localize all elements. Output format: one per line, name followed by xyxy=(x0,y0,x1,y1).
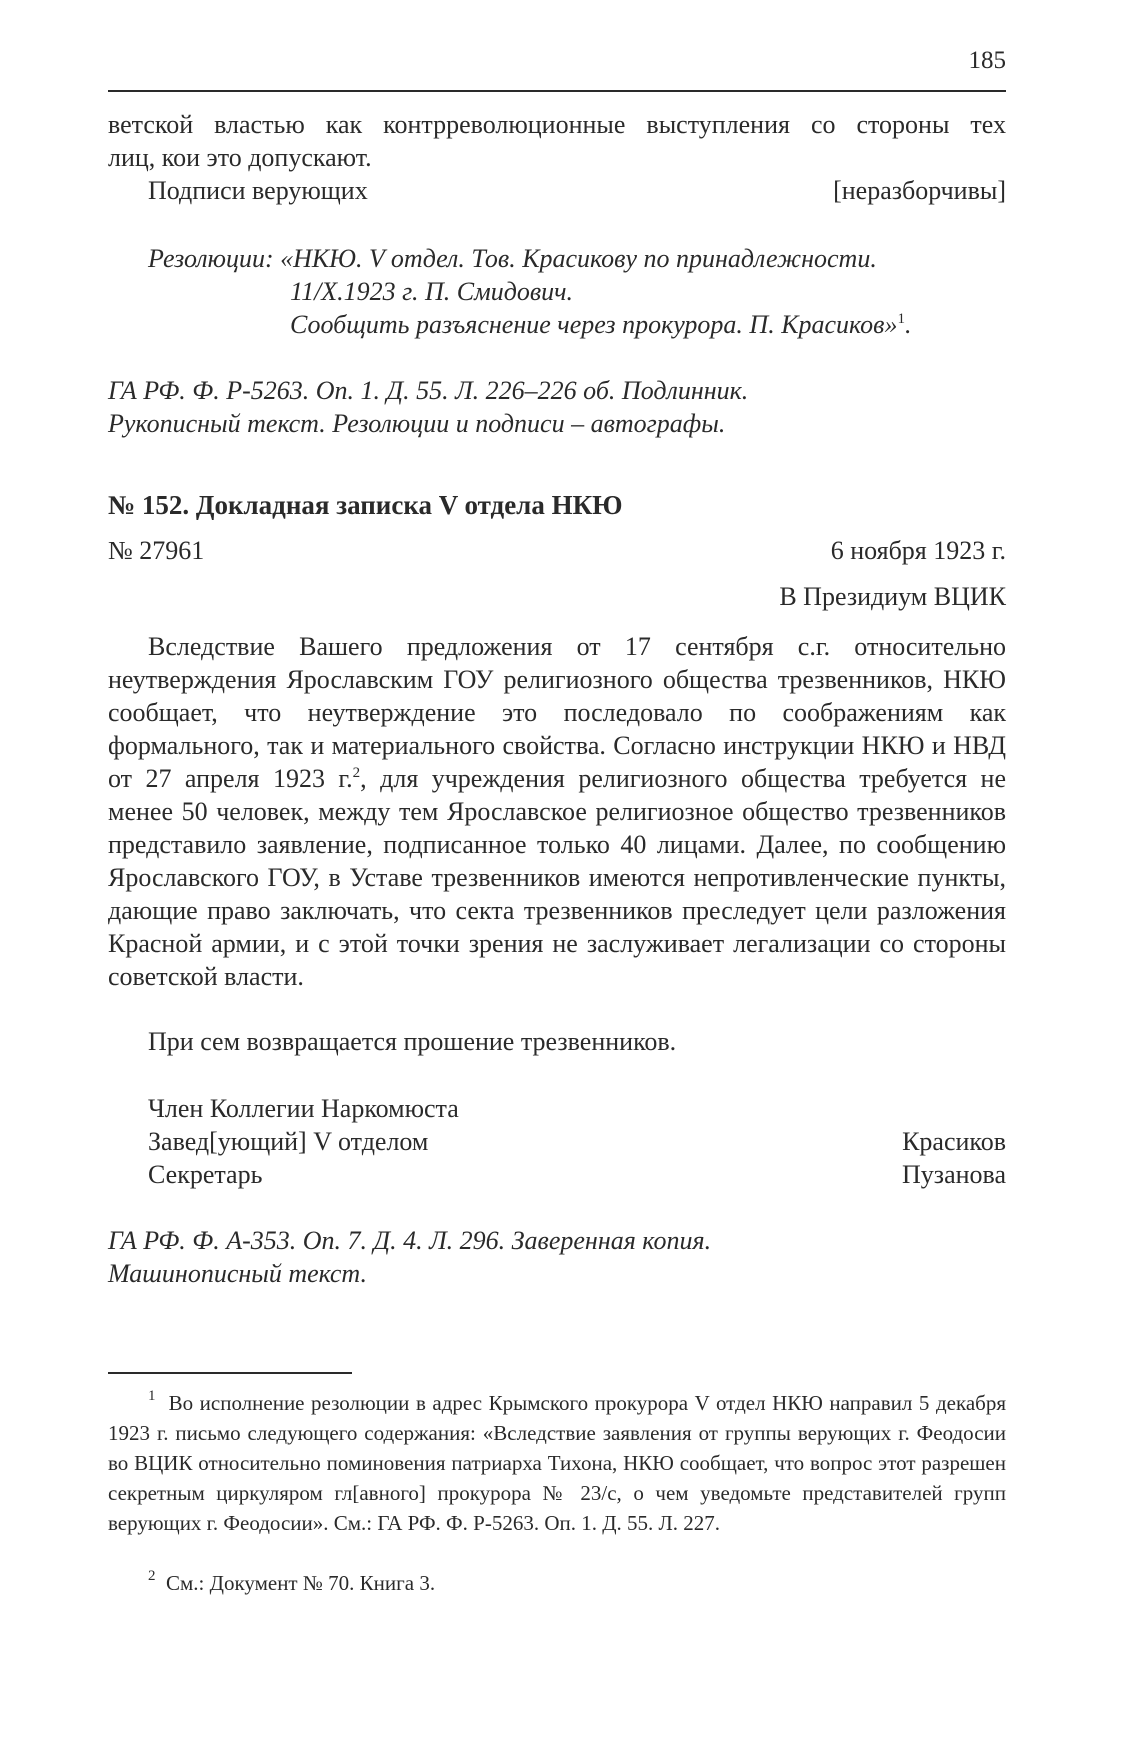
signer-name: Красиков xyxy=(902,1127,1006,1156)
footnote-ref[interactable]: 1 xyxy=(897,311,905,327)
resolution-punct: . xyxy=(904,310,912,339)
footnote-rule xyxy=(108,1372,352,1374)
source-line: Рукописный текст. Резолюции и подписи – автографы. xyxy=(108,409,726,438)
footnote-2 xyxy=(108,1568,1006,1598)
footnote-text: См.: Документ № 70. Книга 3. xyxy=(166,1571,436,1595)
signer-row xyxy=(148,1125,1006,1158)
header-rule xyxy=(108,90,1006,92)
source-line: Машинописный текст. xyxy=(108,1259,367,1288)
signatures-note: [неразборчивы] xyxy=(833,176,1006,205)
resolution-line-1 xyxy=(148,242,1006,275)
document-title: № 152. Докладная записка V отдела НКЮ xyxy=(108,490,623,520)
paragraph-1-text-cont: , для учреждения религиозного общества требуется не менее 50 человек, между тем Ярославское религиозное общество трезвенников представило заявление, подписанное только 40 лицами. Далее, по сообщению Ярославского ГОУ, в Уставе трезвенников имеются непротивленческие пункты, дающие право заключать, что секта трезвенников преследует цели разложения Красной армии, и с этой точки зрения не заслуживает легализации со стороны советской власти. xyxy=(108,764,1006,991)
resolution-line-2: 11/X.1923 г. П. Смидович. xyxy=(290,277,574,306)
source-line: ГА РФ. Ф. Р-5263. Оп. 1. Д. 55. Л. 226–226 об. Подлинник. xyxy=(108,376,749,405)
signatures-label: Подписи верующих xyxy=(148,176,368,205)
page-number: 185 xyxy=(968,47,1006,74)
paragraph-2: При сем возвращается прошение трезвенников. xyxy=(148,1027,677,1056)
resolution-line-3 xyxy=(148,308,1006,341)
resolution-text-1: «НКЮ. V отдел. Тов. Красикову по принадлежности. xyxy=(280,244,877,273)
source-line: ГА РФ. Ф. А-353. Оп. 7. Д. 4. Л. 296. Заверенная копия. xyxy=(108,1226,712,1255)
signer-row xyxy=(148,1158,1006,1191)
continuation-line: ветской властью как контрреволюционные выступления со стороны тех xyxy=(108,110,1006,139)
paragraph-1-text: Вследствие Вашего предложения от 17 сентября с.г. относительно неутверждения Ярославским ГОУ религиозного общества трезвенников, НКЮ сообщает, что неутверждение это последовало по соображениям как формального, так и материального свойства. Согласно инструкции НКЮ и НВД от 27 апреля 1923 г. xyxy=(108,632,1006,793)
signer-line: Член Коллегии Наркомюста xyxy=(148,1094,459,1123)
signer-title: Секретарь xyxy=(148,1160,263,1189)
paragraph-1 xyxy=(108,630,1006,993)
footnote-1 xyxy=(108,1388,1006,1538)
addressee: В Президиум ВЦИК xyxy=(779,582,1006,611)
number-date-row xyxy=(108,534,1006,567)
footnote-text: Во исполнение резолюции в адрес Крымского прокурора V отдел НКЮ направил 5 декабря 1923 г. письмо следующего содержания: «Вследствие заявления от группы верующих г. Феодосии во ВЦИК относительно поминовения патриарха Тихона, НКЮ сообщает, что вопрос этот разрешен секретным циркуляром гл[авного] прокурора № 23/с, о чем уведомьте представителей групп верующих г. Феодосии». См.: ГА РФ. Ф. Р-5263. Оп. 1. Д. 55. Л. 227. xyxy=(108,1391,1007,1535)
resolution-text-3: Сообщить разъяснение через прокурора. П. Красиков» xyxy=(290,310,898,339)
signers-block xyxy=(148,1092,1006,1191)
signer-name: Пузанова xyxy=(902,1160,1006,1189)
footnote-mark: 2 xyxy=(148,1568,156,1584)
footnote-ref[interactable]: 2 xyxy=(352,765,361,781)
continuation-text xyxy=(108,108,1006,207)
continuation-line: лиц, кои это допускают. xyxy=(108,143,372,172)
footnote-mark: 1 xyxy=(148,1388,156,1404)
archival-source-1 xyxy=(108,374,1006,440)
resolutions-block xyxy=(148,242,1006,341)
document-date: 6 ноября 1923 г. xyxy=(830,536,1006,565)
signer-title: Завед[ующий] V отделом xyxy=(148,1127,429,1156)
document-number: № 27961 xyxy=(108,536,205,565)
archival-source-2 xyxy=(108,1224,1006,1290)
signatures-row xyxy=(108,174,1006,207)
resolutions-label: Резолюции: xyxy=(148,244,274,273)
